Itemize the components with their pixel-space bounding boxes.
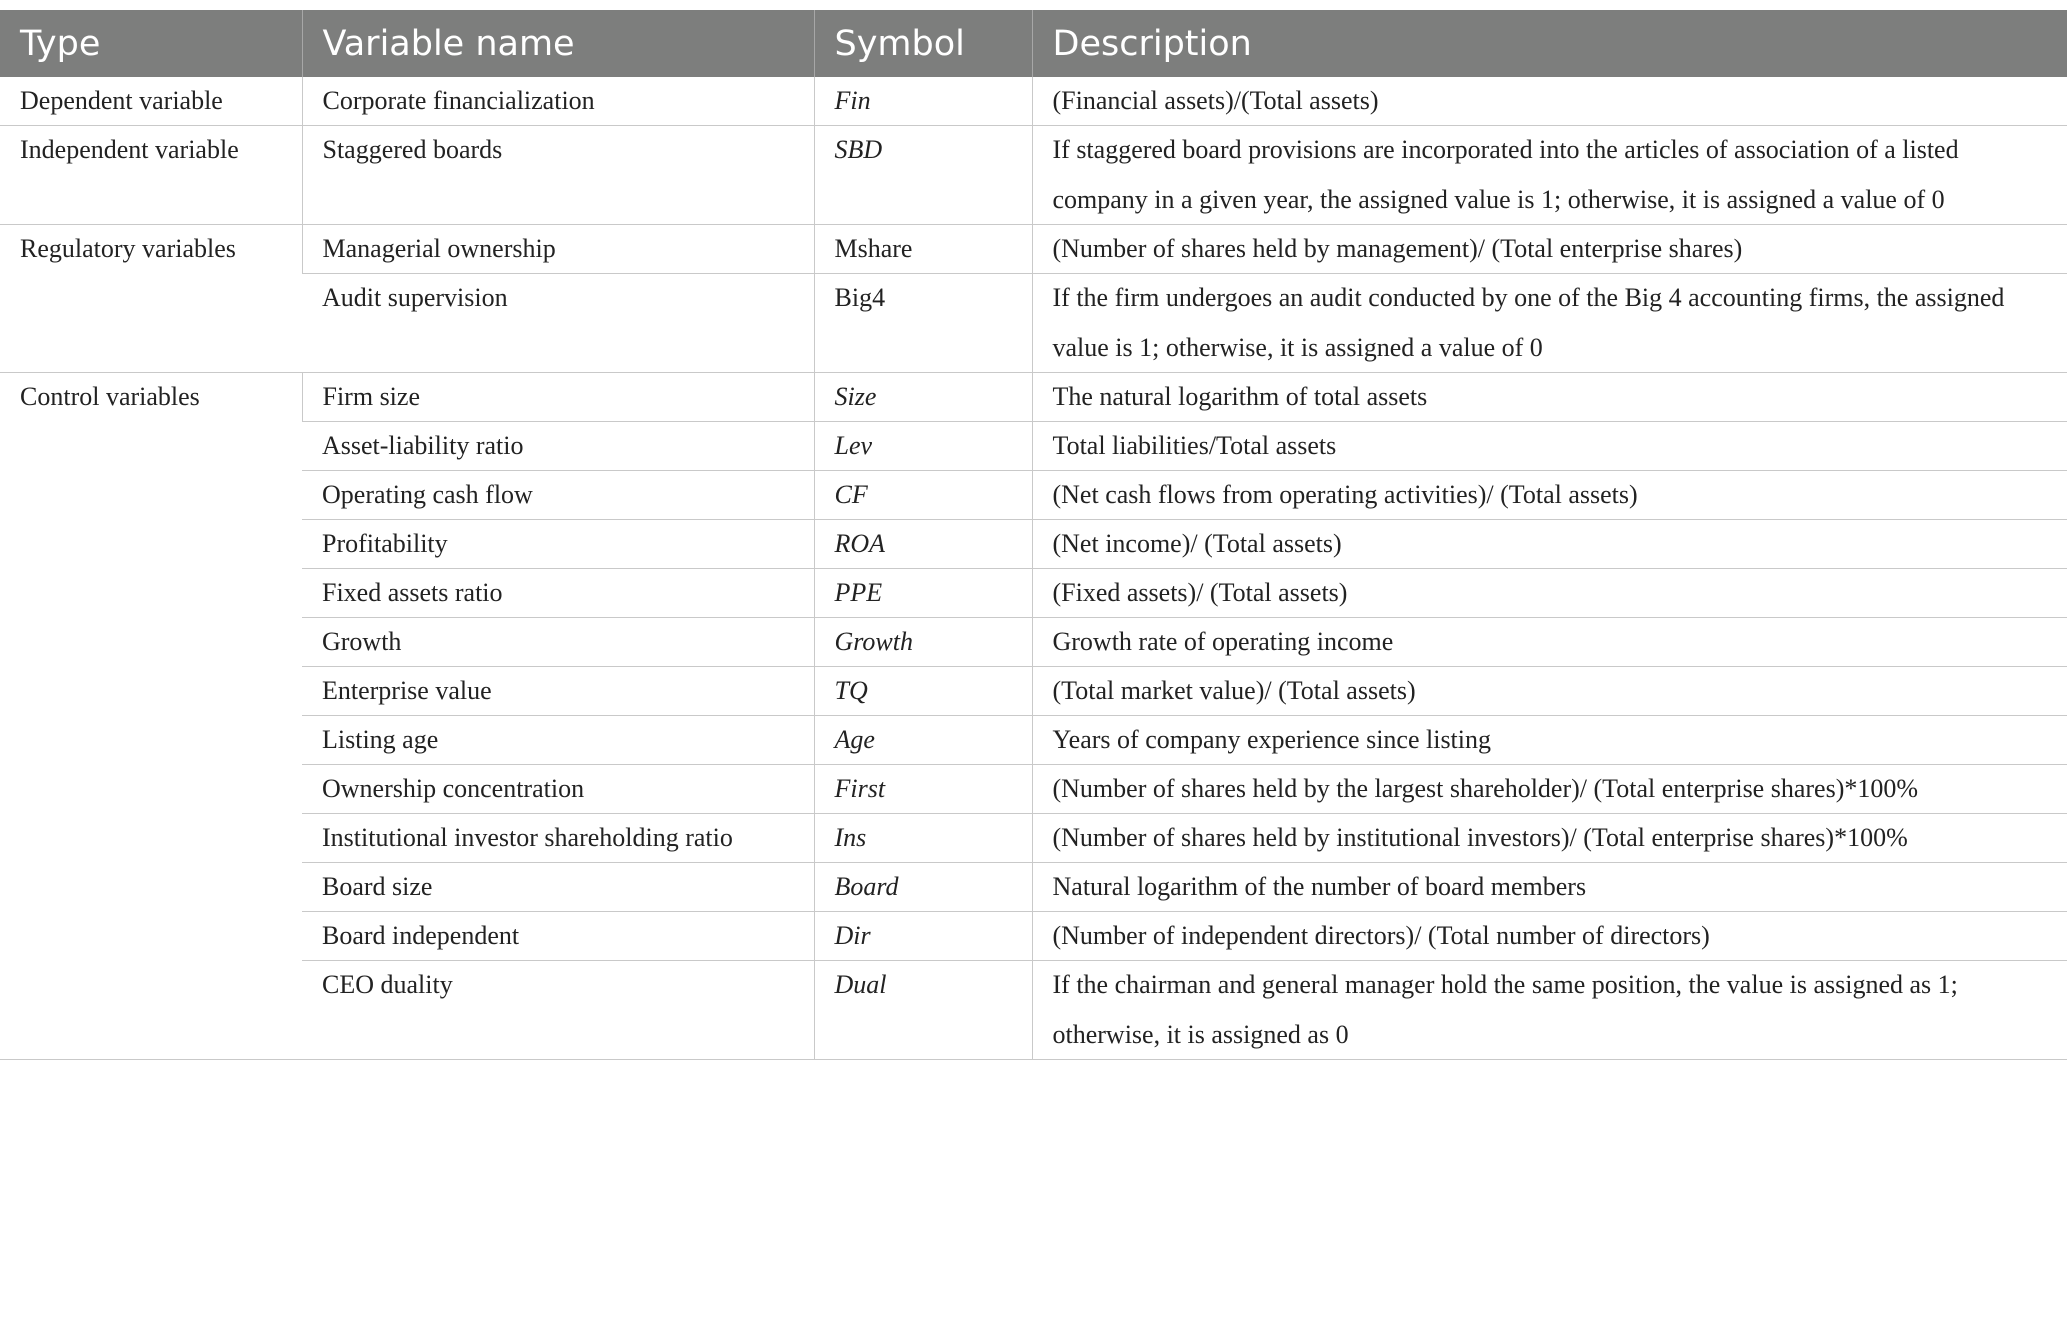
symbol-cell bbox=[814, 471, 1032, 520]
type-text: Regulatory variables bbox=[20, 234, 236, 263]
description-cell bbox=[1032, 126, 2067, 225]
header-variable-name: Variable name bbox=[302, 10, 814, 77]
variable-name-text: Enterprise value bbox=[322, 676, 492, 705]
description-cell bbox=[1032, 422, 2067, 471]
symbol-cell bbox=[814, 912, 1032, 961]
variable-name-cell bbox=[302, 373, 814, 422]
variable-name-text: Ownership concentration bbox=[322, 774, 585, 803]
symbol-text: SBD bbox=[834, 135, 883, 164]
variable-name-text: Managerial ownership bbox=[322, 234, 556, 263]
description-text: (Net cash flows from operating activities)/ (Total assets) bbox=[1052, 480, 1638, 509]
table-row bbox=[0, 716, 2067, 765]
description-cell bbox=[1032, 716, 2067, 765]
description-cell bbox=[1032, 77, 2067, 126]
type-cell bbox=[0, 373, 302, 1060]
description-text: The natural logarithm of total assets bbox=[1052, 382, 1428, 411]
description-text: (Number of shares held by the largest shareholder)/ (Total enterprise shares)*100% bbox=[1052, 774, 1919, 803]
description-text: Growth rate of operating income bbox=[1052, 627, 1394, 656]
table-body bbox=[0, 77, 2067, 1060]
symbol-cell bbox=[814, 373, 1032, 422]
symbol-cell bbox=[814, 274, 1032, 373]
variable-name-text: Fixed assets ratio bbox=[322, 578, 503, 607]
symbol-cell bbox=[814, 520, 1032, 569]
variable-name-text: Growth bbox=[322, 627, 402, 656]
table-row bbox=[0, 569, 2067, 618]
symbol-cell bbox=[814, 422, 1032, 471]
table-row bbox=[0, 618, 2067, 667]
symbol-text: Mshare bbox=[834, 234, 913, 263]
table-row bbox=[0, 274, 2067, 373]
variable-name-text: CEO duality bbox=[322, 970, 453, 999]
symbol-text: Ins bbox=[834, 823, 867, 852]
type-text: Control variables bbox=[20, 382, 200, 411]
symbol-text: Dual bbox=[834, 970, 887, 999]
symbol-text: PPE bbox=[834, 578, 883, 607]
table-row bbox=[0, 863, 2067, 912]
table-row bbox=[0, 373, 2067, 422]
variable-definitions-table bbox=[0, 10, 2067, 1060]
description-text: If the chairman and general manager hold the same position, the value is assigned as 1; otherwise, it is assigned as 0 bbox=[1052, 970, 1958, 1049]
description-cell bbox=[1032, 765, 2067, 814]
symbol-text: TQ bbox=[834, 676, 868, 705]
variable-name-cell bbox=[302, 863, 814, 912]
variable-name-cell bbox=[302, 274, 814, 373]
header-type: Type bbox=[0, 10, 302, 77]
table-row bbox=[0, 77, 2067, 126]
variable-name-cell bbox=[302, 667, 814, 716]
description-text: (Net income)/ (Total assets) bbox=[1052, 529, 1342, 558]
description-text: (Number of shares held by management)/ (Total enterprise shares) bbox=[1052, 234, 1743, 263]
description-cell bbox=[1032, 225, 2067, 274]
variable-name-cell bbox=[302, 422, 814, 471]
description-text: (Number of shares held by institutional investors)/ (Total enterprise shares)*100% bbox=[1052, 823, 1908, 852]
symbol-cell bbox=[814, 126, 1032, 225]
variable-name-cell bbox=[302, 912, 814, 961]
symbol-cell bbox=[814, 814, 1032, 863]
table-row bbox=[0, 814, 2067, 863]
variable-table-container bbox=[0, 10, 2067, 1060]
description-cell bbox=[1032, 274, 2067, 373]
symbol-cell bbox=[814, 765, 1032, 814]
header-symbol: Symbol bbox=[814, 10, 1032, 77]
variable-name-text: Board size bbox=[322, 872, 433, 901]
variable-name-cell bbox=[302, 77, 814, 126]
variable-name-cell bbox=[302, 618, 814, 667]
description-text: Years of company experience since listing bbox=[1052, 725, 1492, 754]
type-text: Independent variable bbox=[20, 135, 239, 164]
description-cell bbox=[1032, 667, 2067, 716]
variable-name-text: Staggered boards bbox=[322, 135, 503, 164]
table-row bbox=[0, 225, 2067, 274]
description-cell bbox=[1032, 373, 2067, 422]
symbol-text: Size bbox=[834, 382, 877, 411]
table-row bbox=[0, 961, 2067, 1060]
symbol-cell bbox=[814, 77, 1032, 126]
table-row bbox=[0, 471, 2067, 520]
table-row bbox=[0, 126, 2067, 225]
type-text: Dependent variable bbox=[20, 86, 223, 115]
description-cell bbox=[1032, 520, 2067, 569]
variable-name-cell bbox=[302, 716, 814, 765]
description-text: If staggered board provisions are incorporated into the articles of association of a listed company in a given year, the assigned value is 1; otherwise, it is assigned a value of 0 bbox=[1052, 135, 1959, 214]
variable-name-text: Audit supervision bbox=[322, 283, 508, 312]
description-text: Total liabilities/Total assets bbox=[1052, 431, 1337, 460]
header-description: Description bbox=[1032, 10, 2067, 77]
symbol-cell bbox=[814, 716, 1032, 765]
variable-name-text: Corporate financialization bbox=[322, 86, 595, 115]
variable-name-cell bbox=[302, 471, 814, 520]
variable-name-cell bbox=[302, 126, 814, 225]
table-row bbox=[0, 520, 2067, 569]
symbol-cell bbox=[814, 667, 1032, 716]
variable-name-cell bbox=[302, 814, 814, 863]
description-cell bbox=[1032, 863, 2067, 912]
symbol-text: Big4 bbox=[834, 283, 886, 312]
variable-name-text: Listing age bbox=[322, 725, 439, 754]
symbol-cell bbox=[814, 569, 1032, 618]
table-row bbox=[0, 912, 2067, 961]
symbol-text: Growth bbox=[834, 627, 913, 656]
description-cell bbox=[1032, 912, 2067, 961]
symbol-text: Age bbox=[834, 725, 875, 754]
table-row bbox=[0, 667, 2067, 716]
symbol-text: Dir bbox=[834, 921, 871, 950]
variable-name-text: Operating cash flow bbox=[322, 480, 533, 509]
symbol-cell bbox=[814, 961, 1032, 1060]
description-cell bbox=[1032, 618, 2067, 667]
type-cell bbox=[0, 77, 302, 126]
variable-name-cell bbox=[302, 569, 814, 618]
symbol-text: CF bbox=[834, 480, 868, 509]
description-text: (Financial assets)/(Total assets) bbox=[1052, 86, 1379, 115]
description-text: If the firm undergoes an audit conducted by one of the Big 4 accounting firms, the assigned value is 1; otherwise, it is assigned a value of 0 bbox=[1052, 283, 2005, 362]
symbol-text: Lev bbox=[834, 431, 873, 460]
variable-name-text: Asset-liability ratio bbox=[322, 431, 524, 460]
table-row bbox=[0, 422, 2067, 471]
description-text: (Number of independent directors)/ (Total number of directors) bbox=[1052, 921, 1710, 950]
symbol-text: ROA bbox=[834, 529, 886, 558]
table-row bbox=[0, 765, 2067, 814]
description-text: (Total market value)/ (Total assets) bbox=[1052, 676, 1416, 705]
variable-name-cell bbox=[302, 765, 814, 814]
header-row bbox=[0, 10, 2067, 77]
symbol-cell bbox=[814, 618, 1032, 667]
description-cell bbox=[1032, 814, 2067, 863]
description-cell bbox=[1032, 961, 2067, 1060]
description-cell bbox=[1032, 471, 2067, 520]
variable-name-cell bbox=[302, 961, 814, 1060]
description-text: Natural logarithm of the number of board members bbox=[1052, 872, 1587, 901]
variable-name-cell bbox=[302, 225, 814, 274]
symbol-text: Fin bbox=[834, 86, 871, 115]
symbol-cell bbox=[814, 863, 1032, 912]
variable-name-text: Profitability bbox=[322, 529, 448, 558]
variable-name-text: Board independent bbox=[322, 921, 520, 950]
variable-name-text: Firm size bbox=[322, 382, 420, 411]
type-cell bbox=[0, 225, 302, 373]
variable-name-cell bbox=[302, 520, 814, 569]
symbol-text: Board bbox=[834, 872, 899, 901]
variable-name-text: Institutional investor shareholding ratio bbox=[322, 823, 733, 852]
table-header bbox=[0, 10, 2067, 77]
type-cell bbox=[0, 126, 302, 225]
description-text: (Fixed assets)/ (Total assets) bbox=[1052, 578, 1348, 607]
symbol-cell bbox=[814, 225, 1032, 274]
description-cell bbox=[1032, 569, 2067, 618]
symbol-text: First bbox=[834, 774, 886, 803]
